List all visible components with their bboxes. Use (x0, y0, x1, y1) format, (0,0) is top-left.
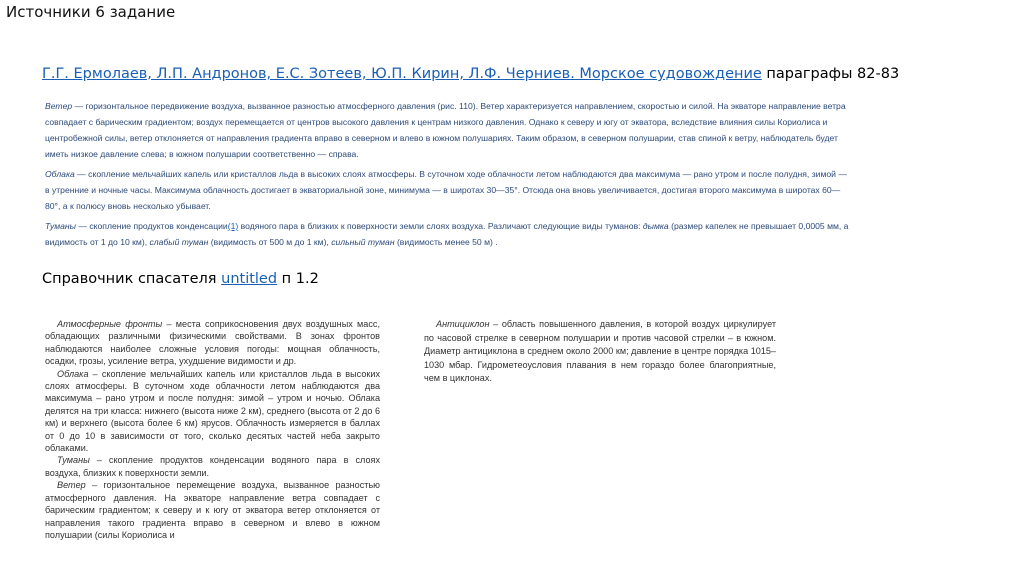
clouds-term: Облака (45, 169, 75, 179)
anticyclone-text: – область повышенного давления, в которой воздух циркулирует по часовой стрелке в северном полушарии и против часовой стрелки – в южном. Диаметр антициклона в среднем около 2000 км; давление в центре порядка 1015–1030 мбар. Гидрометеоусловия плавания в нем гораздо более благоприятные, чем в циклонах. (424, 319, 776, 383)
source-line-2 (42, 271, 319, 287)
clouds-paragraph-2 (45, 368, 380, 455)
haze-text: (размер капелек не превышает 0,0005 мм, а видимость от 1 до 10 км), (45, 221, 849, 247)
source2-suffix: п 1.2 (277, 271, 319, 287)
fronts-paragraph (45, 318, 380, 368)
fog-paragraph-2 (45, 454, 380, 479)
clouds-text-2: – скопление мельчайших капель или кристаллов льда в высоких слоях атмосферы. В суточном ходе облачности летом наблюдаются два максимума – рано утром и после полудня: зимой – утром и ночью. Облака делятся на три класса: нижнего (высота ниже 2 км), среднего (высота от 2 до 6 км) и верхнего (высота более 6 км) ярусов. Облачность измеряется в баллах от 0 до 10 в зависимости от того, сколько десятых частей неба закрыто облаками. (45, 368, 380, 454)
rescuer-handbook-link[interactable]: untitled (221, 271, 278, 287)
footnote-link[interactable]: (1) (227, 221, 239, 231)
wind-text-2: – горизонтальное перемещение воздуха, вызванное разностью атмосферного давления. На экваторе направление ветра совпадает с барическим градиентом; к северу и к югу от экватора ветер отклоняется от направления такого градиента вправо в северном и влево в южном полушарии (силы Кориолиса и (45, 480, 380, 540)
wind-paragraph (45, 98, 853, 162)
fog-term-2: Туманы (57, 455, 90, 466)
fronts-text: – места соприкосновения двух воздушных масс, обладающих различными физическими свойствами. В зонах фронтов наблюдаются наиболее сложные условия погоды: мощная облачность, осадки, грозы, усиление ветра, ухудшение видимости и др. (45, 319, 380, 367)
fog-paragraph (45, 218, 853, 250)
fog-text-2: водяного пара в близких к поверхности земли слоях воздуха. Различают следующие виды туманов: (238, 221, 643, 231)
source2-prefix: Справочник спасателя (42, 271, 222, 287)
strong-fog-text: (видимость менее 50 м) . (394, 237, 498, 247)
wind-term: Ветер (45, 101, 73, 111)
anticyclone-term: Антициклон (436, 319, 490, 329)
anticyclone-paragraph (424, 318, 776, 386)
fog-text-2b: – скопление продуктов конденсации водяного пара в слоях воздуха, близких к поверхности земли. (45, 455, 380, 478)
fog-term: Туманы (45, 221, 76, 231)
strong-fog-term: сильный туман (331, 237, 395, 247)
clouds-text: — скопление мельчайших капель или кристаллов льда в высоких слоях атмосферы. В суточном ходе облачности летом наблюдаются два максимума — рано утром и после полудня, зимой — в утренние и ночные часы. Максимума облачность достигает в экваториальной зоне, минимума — в широтах 30—35°. Отсюда она вновь увеличивается, достигая второго максимума в широтах 60—80°, а к полюсу вновь несколько убывает. (45, 169, 847, 211)
handbook-excerpt-right (424, 318, 776, 386)
weak-fog-text: (видимость от 500 м до 1 км), (208, 237, 332, 247)
slide-title: Источники 6 задание (6, 3, 176, 21)
textbook-excerpt (45, 98, 853, 256)
source-line-1 (42, 66, 899, 82)
navigation-textbook-link[interactable]: Г.Г. Ермолаев, Л.П. Андронов, Е.С. Зотеев, Ю.П. Кирин, Л.Ф. Черниев. Морское судовождение (42, 66, 762, 82)
clouds-term-2: Облака (57, 368, 89, 379)
clouds-paragraph (45, 166, 853, 214)
source1-suffix: параграфы 82-83 (761, 66, 900, 82)
handbook-excerpt-left (45, 318, 380, 541)
wind-text: — горизонтальное передвижение воздуха, вызванное разностью атмосферного давления (рис. 110). Ветер характеризуется направлением, скоростью и силой. На экваторе направление ветра совпадает с барическим градиентом; воздух перемещается от центров высокого давления к центрам низкого давления. Однако к северу и югу от экватора, вследствие влияния силы Кориолиса и центробежной силы, ветер отклоняется от направления градиента вправо в северном и влево в южном полушариях. Таким образом, в северном полушарии, став спиной к ветру, наблюдатель будет иметь низкое давление слева; в южном полушарии соответственно — справа. (45, 101, 846, 159)
weak-fog-term: слабый туман (149, 237, 209, 247)
wind-term-2: Ветер (57, 480, 86, 491)
fronts-term: Атмосферные фронты (57, 319, 163, 329)
haze-term: дымка (642, 221, 669, 231)
wind-paragraph-2 (45, 479, 380, 541)
fog-text-1: — скопление продуктов конденсации (75, 221, 228, 231)
